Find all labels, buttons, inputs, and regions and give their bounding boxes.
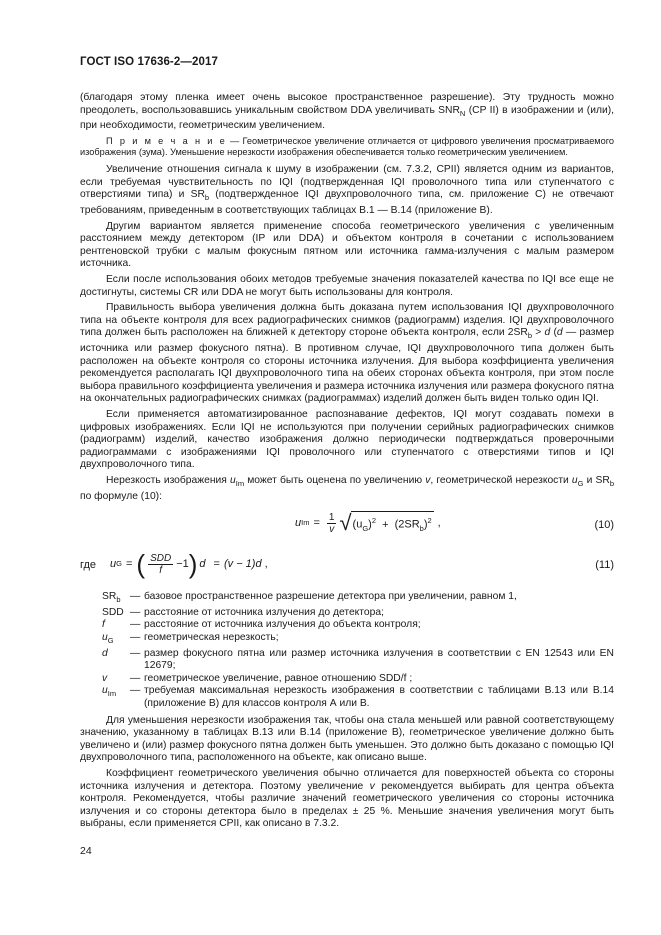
note-label: П р и м е ч а н и е	[106, 135, 227, 146]
paragraph: Нерезкость изображения $u_{Im}$ может быть оценена по увеличению v, геометрической нерезкости $u_G$ и $SR_b$ по формуле (10):	[80, 474, 614, 502]
paragraph: Коэффициент геометрического увеличения обычно отличается для поверхностей объекта со стороны источника излучения и детектора. Поэтому увеличение v рекомендуется выбирать для центра объекта контроля. Рекомендуется, чтобы различие значений геометрического увеличения со стороны источника излучения и со стороны детектора было в пределах ± 25 %. Меньшие значения увеличения могут быть выбраны, если применяется CPII, как описано в 7.3.2.	[80, 768, 614, 830]
equation-number: (11)	[595, 559, 614, 572]
paragraph: Увеличение отношения сигнала к шуму в изображении (см. 7.3.2, CPII) является одним из вариантов, если требуемая чувствительность по IQI (подтвержденная IQI проволочного типа или ступенчатого с отверстиями типа) и $SR_b$ (подтвержденное IQI двухпроволочного типа, см. приложение С) не отвечают требованиям, приведенным в соответствующих таблицах В.1 — В.14 (приложение В).	[80, 164, 614, 217]
fraction: $\frac{1}{v}$	[328, 511, 335, 535]
definition-item: $u_{Im}$ — требуемая максимальная нерезкость изображения в соответствии с таблицами В.13 или В.14 (приложение В) для классов контроля А или В.	[102, 685, 614, 710]
formula-10: u Im = $\frac{1}{v}$ √ $(u_G)^2 + (2SR_b)^2$ , (10)	[295, 510, 614, 536]
equation-number: (10)	[594, 519, 614, 532]
page-number: 24	[80, 845, 92, 857]
paragraph: (благодаря этому пленка имеет очень высокое пространственное разрешение). Эту трудность можно преодолеть, воспользовавшись уникальным свойством DDA увеличивать $SNR_N$ (CP II) в изображении и (или), при необходимости, геометрическим увеличением.	[80, 92, 614, 132]
note: П р и м е ч а н и е — Геометрическое увеличение отличается от цифрового увеличения просматриваемого изображения (зума). Уменьшение нерезкости изображения обеспечивается только геометрическим увеличением.	[80, 135, 614, 158]
definition-item: v — геометрическое увеличение, равное отношению SDD/f ;	[102, 672, 413, 684]
paragraph: Если применяется автоматизированное распознавание дефектов, IQI могут создавать помехи в цифровых изображениях. Если IQI не используются при получении серийных радиографических снимков (радиограмм) изделий, качество изображения должно периодически подтверждаться проверочными радиограммами с изображениями IQI проволочного или ступенчатого с отверстиями типов и IQI двухпроволочного типа.	[80, 409, 614, 471]
definition-item: $SR_b$ — базовое пространственное разрешение детектора при увеличении, равном 1,	[102, 591, 517, 605]
definition-item: f — расстояние от источника излучения до объекта контроля;	[102, 619, 421, 631]
paragraph: Другим вариантом является применение способа геометрического увеличения с увеличенным расстоянием между детектором (IP или DDA) и объектом контроля в сочетании с использованием рентгеновской трубки с малым фокусным пятном или источника гамма-излучения с малым размером источника.	[80, 220, 614, 270]
definition-item: $u_G$ — геометрическая нерезкость;	[102, 632, 279, 646]
formula-11: где u G = ( $\frac{\text{SDD}}{f}$ −1 ) d = (v − 1)d , (11)	[80, 549, 614, 580]
definition-item: d — размер фокусного пятна или размер источника излучения в соответствии с EN 12543 или EN 12679;	[102, 647, 614, 672]
paragraph: Для уменьшения нерезкости изображения так, чтобы она стала меньшей или равной соответствующему значению, указанному в таблицах В.13 или В.14 (приложение В), геометрическое увеличение должно быть увеличено и (или) размер фокусного пятна должен быть уменьшен. Это должно быть доказано с помощью IQI двухпроволочного типа, расположенного на объекте, как описано выше.	[80, 714, 614, 764]
paragraph: Правильность выбора увеличения должна быть доказана путем использования IQI двухпроволочного типа на объекте контроля для всех радиографических снимков (радиограмм) изделия. IQI двухпроволочного типа должен быть расположен на ближней к детектору стороне объекта контроля, если $2SR_b > d$ (d — размер источника или размер фокусного пятна). В противном случае, IQI двухпроволочного типа должен быть расположен на объекте контроля со стороны источника излучения. Для выбора коэффициента увеличения рекомендуется располагать IQI двухпроволочного типа на обеих сторонах объекта контроля, при этом после выбора правильного коэффициента увеличения и размера источника излучения или размера фокусного пятна на окончательных радиографических снимках (радиограммах) изделий должен быть виден только один IQI.	[80, 302, 614, 405]
document-header: ГОСТ ISO 17636-2—2017	[80, 56, 218, 68]
definition-item: SDD — расстояние от источника излучения до детектора;	[102, 606, 384, 618]
fraction: $\frac{\text{SDD}}{f}$	[150, 552, 172, 576]
square-root: √ $(u_G)^2 + (2SR_b)^2$	[339, 510, 432, 536]
document-body	[80, 92, 614, 834]
paragraph: Если после использования обоих методов требуемые значения показателей качества по IQI все еще не достигнуты, системы CR или DDA не могут быть использованы для контроля.	[80, 274, 614, 298]
definitions-list	[102, 591, 614, 710]
